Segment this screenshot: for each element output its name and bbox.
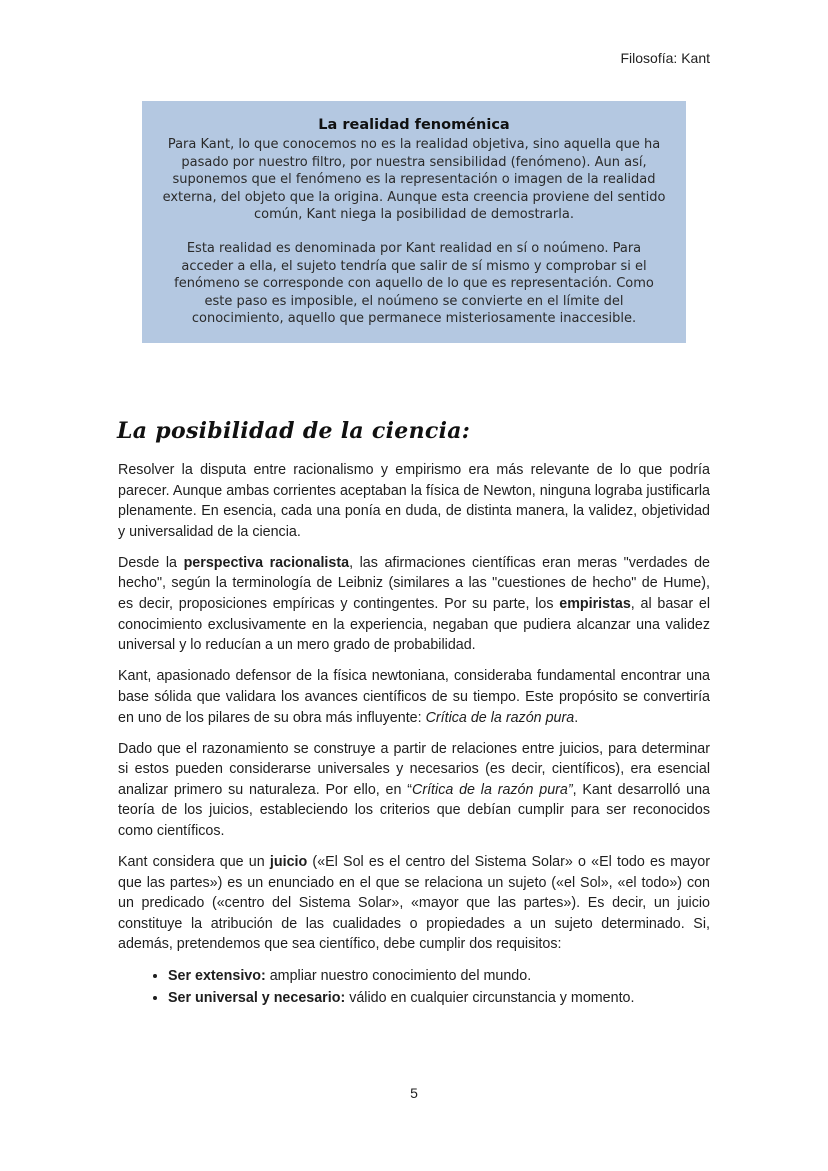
info-box-paragraph-1: Para Kant, lo que conocemos no es la realidad objetiva, sino aquella que ha pasado por nuestro filtro, por nuestra sensibilidad (fenómeno). Aun así, suponemos que el fenómeno es la representación o imagen de la realidad externa, del objeto que la origina. Aunque esta creencia proviene del sentido común, Kant niega la posibilidad de demostrarla. <box>162 137 666 223</box>
paragraph-1: Resolver la disputa entre racionalismo y empirismo era más relevante de lo que podría parecer. Aunque ambas corrientes aceptaban la física de Newton, ninguna lograba justificarla plenamente. En esencia, cada una ponía en duda, de distinta manera, la validez, objetividad y universalidad de la ciencia. <box>118 462 710 540</box>
requirements-list <box>118 966 710 1009</box>
paragraph-5: Kant considera que un juicio («El Sol es el centro del Sistema Solar» o «El todo es mayor que las partes») es un enunciado en el que se relaciona un sujeto («el Sol», «el todo») con un predicado («centro del Sistema Solar», «mayor que las partes»). Es decir, un juicio constituye la atribución de las cualidades o propiedades a un sujeto determinado. Si, además, pretendemos que sea científico, debe cumplir dos requisitos: <box>118 854 710 953</box>
bold-term: empiristas <box>559 596 631 613</box>
info-box-title: La realidad fenoménica <box>318 117 510 133</box>
info-box <box>142 101 686 343</box>
bold-term: perspectiva racionalista <box>183 554 350 571</box>
paragraph-4: Dado que el razonamiento se construye a partir de relaciones entre juicios, para determinar si estos pueden considerarse universales y necesarios (es decir, científicos), era esencial analizar primero su naturaleza. Por ello, en “Crítica de la razón pura”, Kant desarrolló una teoría de los juicios, estableciendo los criterios que debían cumplir para ser reconocidos como científicos. <box>118 740 710 839</box>
page-number: 5 <box>410 1085 418 1101</box>
paragraph-3: Kant, apasionado defensor de la física newtoniana, consideraba fundamental encontrar una base sólida que validara los avances científicos de su tiempo. Este propósito se convertiría en uno de los pilares de su obra más influyente: Crítica de la razón pura. <box>118 668 710 726</box>
body-text <box>118 460 710 1011</box>
page-header: Filosofía: Kant <box>620 50 710 66</box>
info-box-paragraph-2: Esta realidad es denominada por Kant realidad en sí o noúmeno. Para acceder a ella, el sujeto tendría que salir de sí mismo y comprobar si el fenómeno se corresponde con aquello de lo que es representación. Como este paso es imposible, el noúmeno se convierte en el límite del conocimiento, aquello que permanece misteriosamente inaccesible. <box>174 240 654 327</box>
list-item: • Ser extensivo: ampliar nuestro conocimiento del mundo. <box>168 966 710 987</box>
list-item: • Ser universal y necesario: válido en cualquier circunstancia y momento. <box>168 988 710 1009</box>
paragraph-2: Desde la perspectiva racionalista, las afirmaciones científicas eran meras "verdades de hecho", según la terminología de Leibniz (similares a las "cuestiones de hecho" de Hume), es decir, proposiciones empíricas y contingentes. Por su parte, los empiristas, al basar el conocimiento exclusivamente en la experiencia, negaban que pudiera alcanzar una validez universal y lo reducían a un mero grado de probabilidad. <box>118 554 710 654</box>
section-title: La posibilidad de la ciencia: <box>117 418 471 444</box>
book-title: Crítica de la razón pura <box>425 709 575 726</box>
book-title: Crítica de la razón pura” <box>412 781 573 798</box>
bold-term: juicio <box>269 854 308 871</box>
